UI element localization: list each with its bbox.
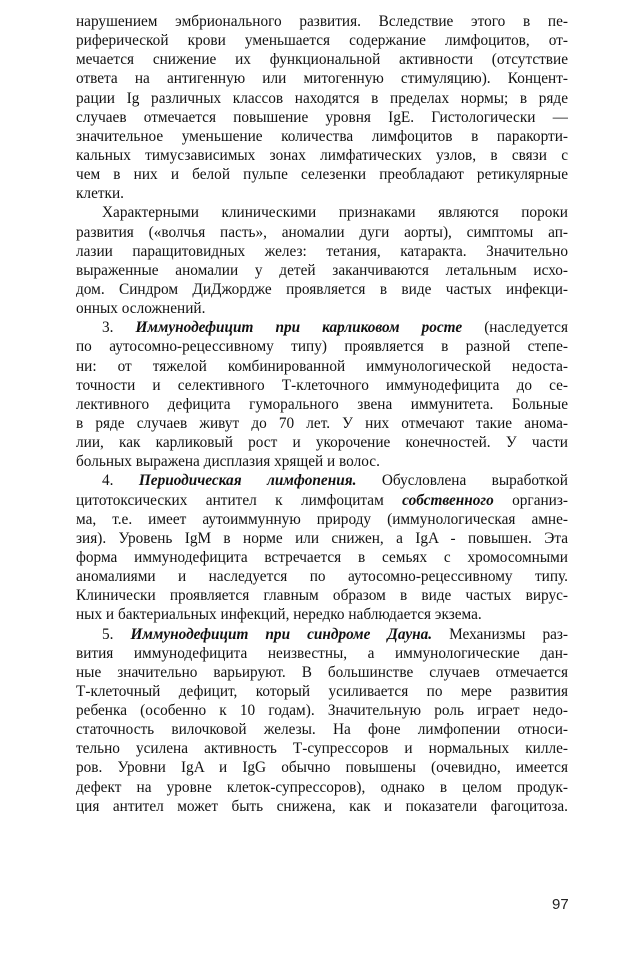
text-line: лазии паращитовидных желез: тетания, катаракта. Значительно xyxy=(76,242,568,260)
text-line: форма иммунодефицита встречается в семьях с хромосомными xyxy=(76,548,568,566)
text-line: чем в них и белой пульпе селезенки преобладают ретикулярные xyxy=(76,166,568,184)
text-line: ных и бактериальных инфекций, нередко наблюдается экзема. xyxy=(76,606,482,624)
text-line: по аутосомно-рецессивному типу) проявляется в разной степе- xyxy=(76,338,568,356)
section-heading: Иммунодефицит при карликовом росте xyxy=(135,319,463,337)
text-line: вития иммунодефицита неизвестны, а иммунологические дан- xyxy=(76,644,568,662)
text-fragment: цитотоксических антител к лимфоцитам xyxy=(76,491,384,509)
text-line: мечается снижение их функциональной активности (отсутствие xyxy=(76,51,568,69)
text-line: аномалиями и наследуется по аутосомно-рецессивному типу. xyxy=(76,568,568,586)
text-line: ция антител может быть снижена, как и показатели фагоцитоза. xyxy=(76,797,568,815)
text-line: тельно усилена активность Т-супрессоров и нормальных килле- xyxy=(76,740,568,758)
text-line: клетки. xyxy=(76,185,124,203)
text-line xyxy=(76,491,568,510)
text-line: выраженные аномалии у детей заканчиваются летальным исхо- xyxy=(76,261,568,279)
page-text xyxy=(76,12,568,816)
heading-continuation: Обусловлена выработкой xyxy=(381,472,568,490)
text-line: Характерными клиническими признаками являются пороки xyxy=(102,204,568,222)
text-line: статочность вилочковой железы. На фоне лимфопении относи- xyxy=(76,721,568,739)
text-line: рации Ig различных классов находятся в пределах нормы; в ряде xyxy=(76,89,568,107)
text-line: Т-клеточный дефицит, который усиливается по мере развития xyxy=(76,682,568,700)
text-line: нарушением эмбрионального развития. Вследствие этого в пе- xyxy=(76,13,568,30)
text-line: ров. Уровни IgA и IgG обычно повышены (очевидно, имеется xyxy=(76,759,568,777)
text-line: лии, как карликовый рост и укорочение конечностей. У части xyxy=(76,434,568,452)
section-heading-line xyxy=(76,625,568,644)
section-heading: Периодическая лимфопения. xyxy=(138,472,357,490)
text-line: Клинически проявляется главным образом в виде частых вирус- xyxy=(76,587,568,605)
text-line: дефект на уровне клеток-супрессоров), однако в целом продук- xyxy=(76,778,568,796)
text-fragment: организ- xyxy=(512,491,568,509)
text-line: риферической крови уменьшается содержание лимфоцитов, от- xyxy=(76,32,568,50)
text-line: ные значительно варьируют. В большинстве случаев отмечается xyxy=(76,663,568,681)
section-number: 5. xyxy=(102,625,114,643)
section-heading-line xyxy=(76,318,568,337)
section-heading-line xyxy=(76,471,568,490)
text-line: кальных тимусзависимых зонах лимфатических узлов, в связи с xyxy=(76,146,568,164)
section-3 xyxy=(76,318,568,471)
paragraph-1 xyxy=(76,12,568,203)
text-line: дом. Синдром ДиДжордже проявляется в виде частых инфекци- xyxy=(76,280,568,298)
text-line: значительное уменьшение количества лимфоцитов в паракорти- xyxy=(76,127,568,145)
heading-continuation: (наследуется xyxy=(484,319,568,337)
heading-continuation: Механизмы раз- xyxy=(449,625,568,643)
section-5 xyxy=(76,625,568,816)
text-line: больных выражена дисплазия хрящей и волос. xyxy=(76,453,380,471)
text-line: случаев отмечается повышение уровня IgE. Гистологически — xyxy=(76,108,568,126)
section-number: 3. xyxy=(102,319,114,337)
text-line: ребенка (особенно к 10 годам). Значительную роль играет недо- xyxy=(76,702,568,720)
text-line: точности и селективного Т-клеточного иммунодефицита до се- xyxy=(76,376,568,394)
page-number: 97 xyxy=(552,896,569,913)
emphasis-word: собственного xyxy=(402,491,494,509)
section-heading: Иммунодефицит при синдроме Дауна. xyxy=(130,625,433,643)
text-line: зия). Уровень IgM в норме или снижен, а IgA - повышен. Эта xyxy=(76,529,568,547)
text-line: ма, т.е. имеет аутоиммунную природу (иммунологическая амне- xyxy=(76,510,568,528)
text-line: онных осложнений. xyxy=(76,300,206,318)
text-line: развития («волчья пасть», аномалии дуги аорты), симптомы ап- xyxy=(76,223,568,241)
section-4 xyxy=(76,471,568,624)
text-line: в ряде случаев живут до 70 лет. У них отмечают такие анома- xyxy=(76,414,568,432)
paragraph-2 xyxy=(76,203,568,318)
section-number: 4. xyxy=(102,472,114,490)
text-line: ни: от тяжелой комбинированной иммунологической недоста- xyxy=(76,357,568,375)
text-line: ответа на антигенную или митогенную стимуляцию). Концент- xyxy=(76,70,568,88)
text-line: лективного дефицита гуморального звена иммунитета. Больные xyxy=(76,395,568,413)
